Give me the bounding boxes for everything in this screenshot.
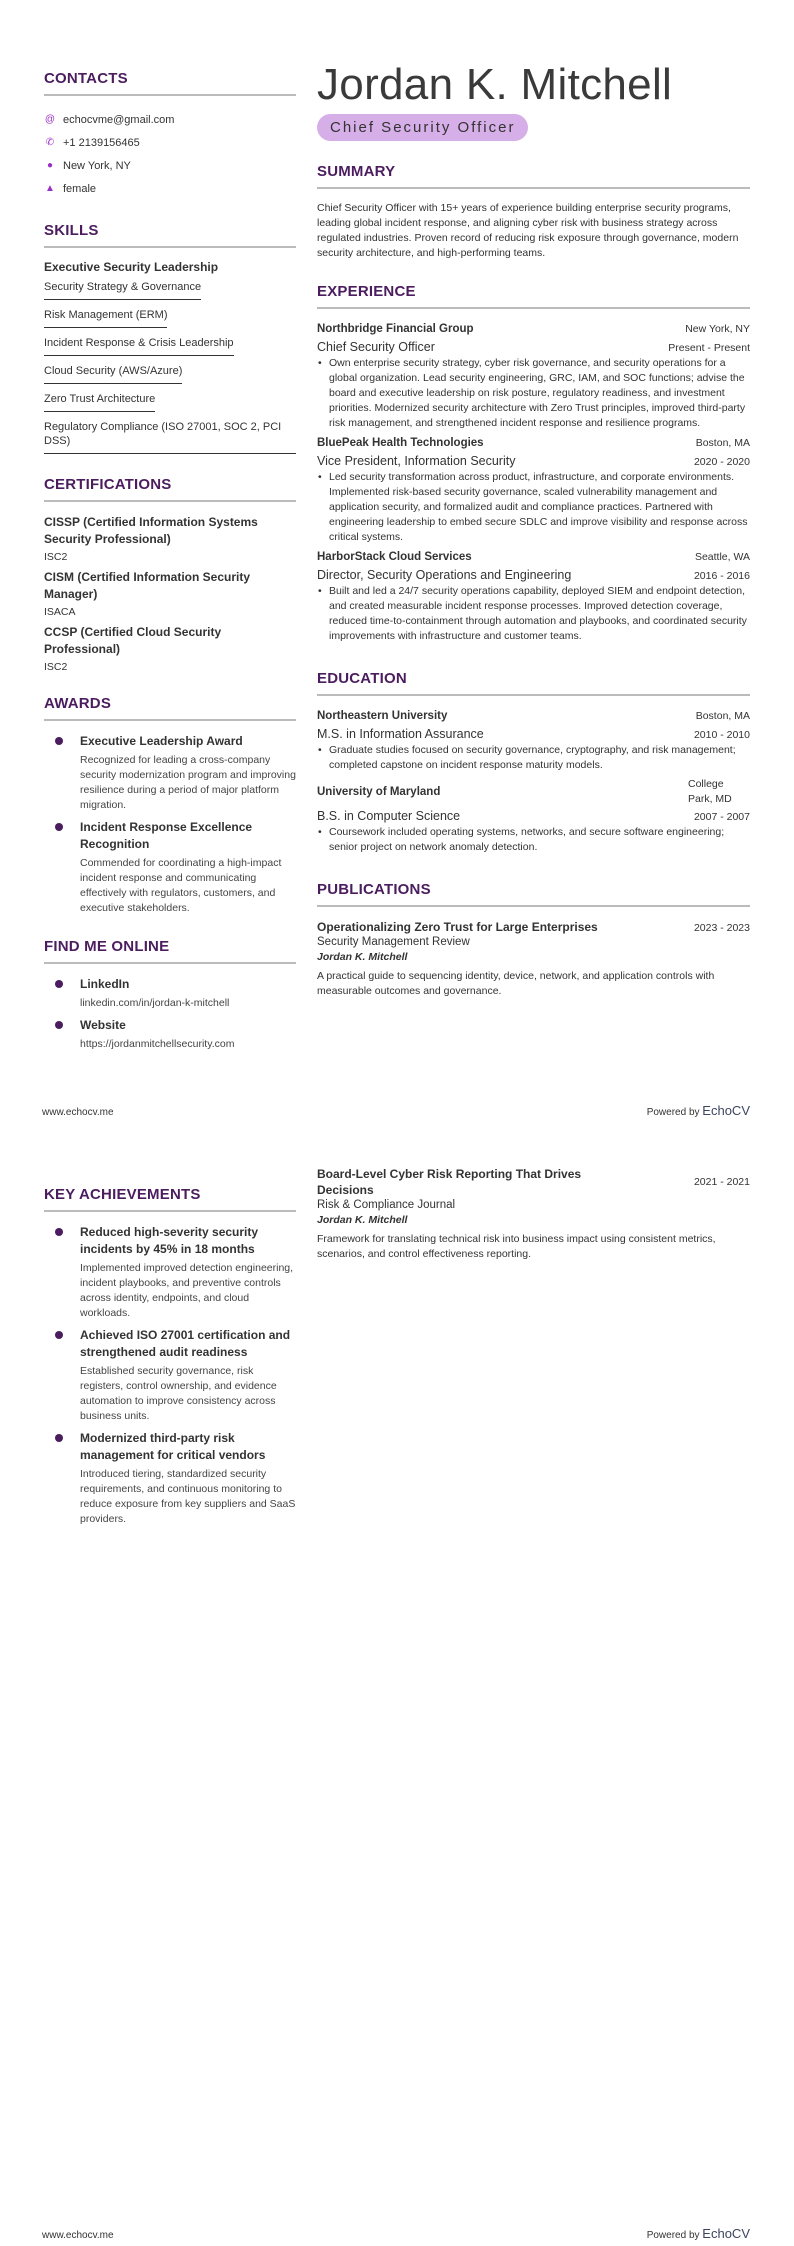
achievement-item bbox=[44, 1430, 296, 1527]
school: Northeastern University bbox=[317, 710, 448, 722]
achievements-section bbox=[44, 1186, 296, 1527]
contact-value: female bbox=[63, 182, 97, 195]
dates: 2010 - 2010 bbox=[693, 729, 750, 741]
section-heading: SUMMARY bbox=[317, 163, 750, 189]
achievement-title: Modernized third-party risk management for critical vendors bbox=[80, 1431, 266, 1462]
online-label: LinkedIn bbox=[80, 977, 130, 991]
right-column bbox=[317, 1166, 750, 1262]
achievement-title: Reduced high-severity security incidents by 45% in 18 months bbox=[80, 1225, 259, 1256]
skill-group-title: Executive Security Leadership bbox=[44, 260, 219, 274]
brand-logo[interactable]: EchoCV bbox=[702, 2226, 750, 2241]
resume-page-2 bbox=[0, 1123, 794, 2246]
achievement-desc: Established security governance, risk registers, control ownership, and evidence automation to improve consistency across business units. bbox=[80, 1365, 277, 1422]
online-item bbox=[44, 976, 296, 1011]
at-icon: @ bbox=[44, 114, 56, 125]
skill-item: Zero Trust Architecture bbox=[44, 390, 155, 412]
candidate-name: Jordan K. Mitchell bbox=[317, 60, 673, 109]
degree: M.S. in Information Assurance bbox=[317, 727, 484, 741]
certifications-section bbox=[44, 476, 296, 673]
bullet-dot-icon bbox=[55, 737, 63, 745]
location: Seattle, WA bbox=[694, 551, 750, 563]
contact-gender bbox=[44, 177, 296, 200]
left-column bbox=[44, 70, 296, 1074]
section-heading: AWARDS bbox=[44, 695, 296, 721]
cert-org: ISC2 bbox=[44, 551, 68, 563]
achievement-title: Achieved ISO 27001 certification and strengthened audit readiness bbox=[80, 1328, 291, 1359]
award-title: Incident Response Excellence Recognition bbox=[80, 820, 253, 851]
pub-title: Operationalizing Zero Trust for Large Enterprises bbox=[317, 920, 598, 934]
section-heading: CONTACTS bbox=[44, 70, 296, 96]
dates: 2021 - 2021 bbox=[693, 1176, 750, 1188]
achievement-item bbox=[44, 1224, 296, 1321]
bullet-dot-icon bbox=[55, 980, 63, 988]
bullet: • Coursework included operating systems, networks, and secure software engineering; senior project on network anomaly detection. bbox=[317, 825, 750, 855]
experience-item bbox=[317, 435, 750, 545]
right-column bbox=[317, 60, 750, 1021]
company: HarborStack Cloud Services bbox=[317, 551, 472, 563]
publication-item bbox=[317, 1166, 750, 1262]
online-section bbox=[44, 938, 296, 1052]
pub-author: Jordan K. Mitchell bbox=[317, 1214, 408, 1226]
powered-label: Powered by bbox=[646, 1107, 700, 1118]
role: Vice President, Information Security bbox=[317, 454, 516, 468]
bullet-dot-icon bbox=[55, 1228, 63, 1236]
section-heading: KEY ACHIEVEMENTS bbox=[44, 1186, 296, 1212]
skill-item: Cloud Security (AWS/Azure) bbox=[44, 362, 182, 384]
award-desc: Commended for coordinating a high-impact incident response and communicating effectively with regulators, customers, and executive stakeholders. bbox=[80, 857, 282, 914]
section-heading: SKILLS bbox=[44, 222, 296, 248]
contact-value: echocvme@gmail.com bbox=[63, 113, 175, 126]
location: New York, NY bbox=[685, 323, 750, 335]
skill-item: Risk Management (ERM) bbox=[44, 306, 167, 328]
job-title-badge: Chief Security Officer bbox=[317, 114, 528, 141]
summary-text: Chief Security Officer with 15+ years of experience building enterprise security programs, leading global incident response, and aligning cyber risk with business strategy across regulated industries. Proven record of reducing risk exposure through governance, modern security architecture, and high-performing teams. bbox=[317, 202, 739, 259]
achievement-item bbox=[44, 1327, 296, 1424]
dates: 2007 - 2007 bbox=[693, 811, 750, 823]
awards-section bbox=[44, 695, 296, 916]
degree: B.S. in Computer Science bbox=[317, 809, 461, 823]
bullet: • Led security transformation across product, infrastructure, and corporate environments. Implemented risk-based security governance, scaled vulnerability management and application security, and formalized audit and compliance practices. Partnered with engineering leadership to embed secure SDLC and improve visibility and response across critical systems. bbox=[317, 470, 750, 545]
online-label: Website bbox=[80, 1018, 126, 1032]
award-title: Executive Leadership Award bbox=[80, 734, 243, 748]
online-link[interactable]: linkedin.com/in/jordan-k-mitchell bbox=[80, 997, 230, 1009]
publications-section bbox=[317, 881, 750, 999]
skill-item: Incident Response & Crisis Leadership bbox=[44, 334, 234, 356]
experience-item bbox=[317, 549, 750, 644]
page-footer bbox=[42, 2226, 750, 2241]
location: College Park, MD bbox=[688, 778, 732, 805]
company: BluePeak Health Technologies bbox=[317, 437, 484, 449]
pub-title: Board-Level Cyber Risk Reporting That Drives Decisions bbox=[317, 1167, 582, 1197]
pub-desc: Framework for translating technical risk into business impact using consistent metrics, scenarios, and control effectiveness reporting. bbox=[317, 1233, 716, 1260]
pub-journal: Security Management Review bbox=[317, 936, 470, 948]
contact-location bbox=[44, 154, 296, 177]
person-icon: ▲ bbox=[45, 183, 55, 194]
footer-site-link[interactable]: www.echocv.me bbox=[42, 2230, 114, 2241]
education-section bbox=[317, 670, 750, 855]
location-icon: ● bbox=[46, 160, 54, 171]
publication-item bbox=[317, 919, 750, 999]
powered-by bbox=[647, 1103, 750, 1118]
section-heading: PUBLICATIONS bbox=[317, 881, 750, 907]
dates: 2016 - 2016 bbox=[693, 570, 750, 582]
skills-section bbox=[44, 222, 296, 454]
bullet-dot-icon bbox=[55, 1021, 63, 1029]
section-heading: FIND ME ONLINE bbox=[44, 938, 296, 964]
award-item bbox=[44, 819, 296, 916]
brand-logo[interactable]: EchoCV bbox=[702, 1103, 750, 1118]
school: University of Maryland bbox=[317, 785, 441, 798]
dates: 2020 - 2020 bbox=[693, 456, 750, 468]
bullet-dot-icon bbox=[55, 1331, 63, 1339]
bullet-dot-icon bbox=[55, 823, 63, 831]
powered-label: Powered by bbox=[646, 2230, 700, 2241]
online-link[interactable]: https://jordanmitchellsecurity.com bbox=[80, 1038, 235, 1050]
bullet: • Own enterprise security strategy, cyber risk governance, and security operations for a global organization. Lead security engineering, GRC, IAM, and SOC functions; advise the board and executive leadership on risk posture, regulatory readiness, and investment priorities. Modernized security architecture with Zero Trust principles, improved third-party risk management, and strengthened incident response and resilience programs. bbox=[317, 356, 750, 431]
footer-site-link[interactable]: www.echocv.me bbox=[42, 1107, 114, 1118]
skill-item: Security Strategy & Governance bbox=[44, 278, 201, 300]
role: Director, Security Operations and Engineering bbox=[317, 568, 572, 582]
contact-value: +1 2139156465 bbox=[63, 136, 140, 149]
powered-by bbox=[647, 2226, 750, 2241]
role: Chief Security Officer bbox=[317, 340, 435, 354]
education-item bbox=[317, 777, 750, 855]
skill-item: Regulatory Compliance (ISO 27001, SOC 2, PCI DSS) bbox=[44, 418, 296, 454]
cert-org: ISACA bbox=[44, 606, 76, 618]
section-heading: EXPERIENCE bbox=[317, 283, 750, 309]
section-heading: EDUCATION bbox=[317, 670, 750, 696]
cert-name: CISSP (Certified Information Systems Security Professional) bbox=[44, 515, 258, 546]
achievement-desc: Implemented improved detection engineering, incident playbooks, and preventive controls across identity, endpoints, and cloud workloads. bbox=[80, 1262, 294, 1319]
dates: 2023 - 2023 bbox=[693, 922, 750, 934]
award-desc: Recognized for leading a cross-company security modernization program and improving resilience during a period of major platform migration. bbox=[80, 754, 296, 811]
education-item bbox=[317, 708, 750, 773]
location: Boston, MA bbox=[695, 437, 750, 449]
experience-item bbox=[317, 321, 750, 431]
phone-icon: ✆ bbox=[45, 137, 55, 148]
pub-desc: A practical guide to sequencing identity, device, network, and application controls with measurable outcomes and governance. bbox=[317, 970, 715, 997]
summary-section bbox=[317, 163, 750, 261]
dates: Present - Present bbox=[668, 342, 750, 354]
award-item bbox=[44, 733, 296, 813]
bullet: • Graduate studies focused on security governance, cryptography, and risk management; completed capstone on incident response maturity models. bbox=[317, 743, 750, 773]
contacts-section bbox=[44, 70, 296, 200]
experience-section bbox=[317, 283, 750, 644]
contact-email[interactable] bbox=[44, 108, 296, 131]
bullet: • Built and led a 24/7 security operations capability, deployed SIEM and endpoint detection, and created measurable incident response processes. Improved detection coverage, reduced time-to-containment through automation and playbooks, and coordinated security improvements with infrastructure and customer teams. bbox=[317, 584, 750, 644]
cert-name: CCSP (Certified Cloud Security Professional) bbox=[44, 625, 222, 656]
company: Northbridge Financial Group bbox=[317, 323, 474, 335]
left-column bbox=[44, 1186, 296, 1549]
bullet-dot-icon bbox=[55, 1434, 63, 1442]
contact-phone[interactable] bbox=[44, 131, 296, 154]
cert-org: ISC2 bbox=[44, 661, 68, 673]
contact-value: New York, NY bbox=[63, 159, 131, 172]
page-footer bbox=[42, 1103, 750, 1118]
cert-name: CISM (Certified Information Security Manager) bbox=[44, 570, 251, 601]
pub-journal: Risk & Compliance Journal bbox=[317, 1199, 456, 1211]
online-item bbox=[44, 1017, 296, 1052]
section-heading: CERTIFICATIONS bbox=[44, 476, 296, 502]
location: Boston, MA bbox=[695, 710, 750, 722]
achievement-desc: Introduced tiering, standardized security requirements, and continuous monitoring to reduce exposure from key suppliers and SaaS providers. bbox=[80, 1468, 296, 1525]
pub-author: Jordan K. Mitchell bbox=[317, 951, 408, 963]
